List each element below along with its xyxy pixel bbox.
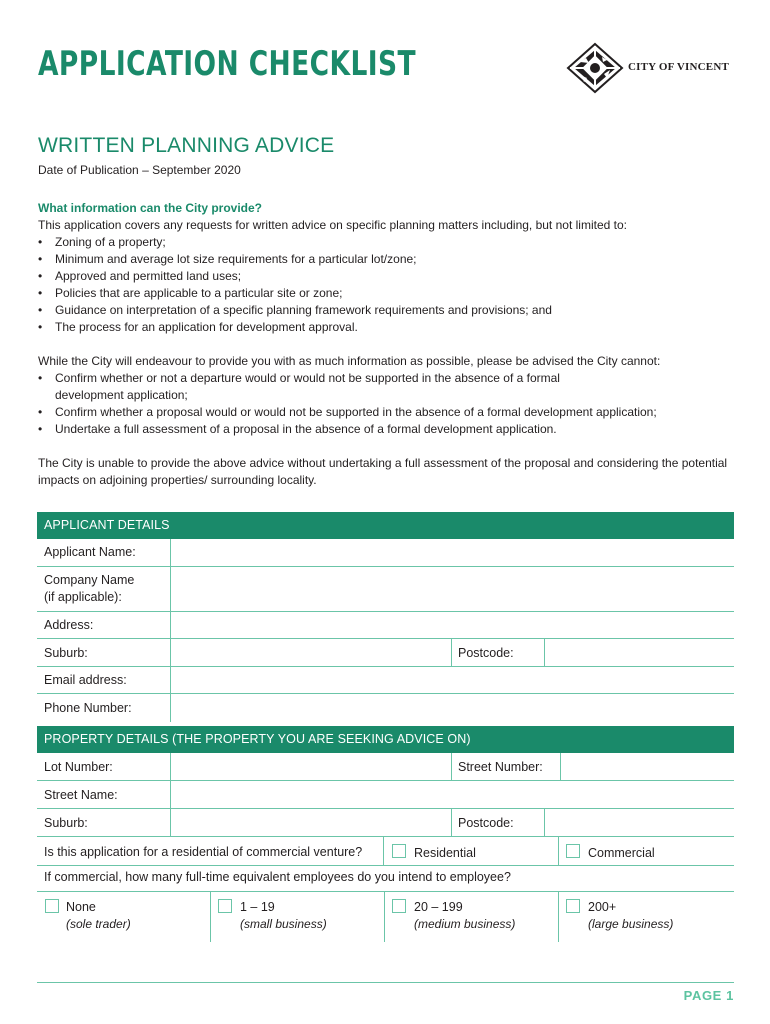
address-row (37, 612, 734, 639)
street-name-label: Street Name: (44, 788, 118, 802)
address-field[interactable] (171, 612, 734, 638)
suburb-row (37, 639, 734, 667)
can-provide-list (38, 234, 738, 336)
commercial-checkbox[interactable] (566, 844, 580, 858)
list-item: • Approved and permitted land uses; (38, 268, 738, 285)
postcode-label: Postcode: (458, 646, 514, 660)
street-number-label: Street Number: (458, 760, 543, 774)
applicant-name-row (37, 539, 734, 567)
property-suburb-field[interactable] (171, 809, 451, 836)
employees-1-19-note: (small business) (240, 917, 327, 931)
street-name-row (37, 781, 734, 809)
employees-20-199-note: (medium business) (414, 917, 516, 931)
venture-row (37, 837, 734, 866)
lot-row (37, 753, 734, 781)
cannot-provide-list-cont (38, 404, 738, 438)
employees-1-19-label: 1 – 19 (240, 900, 275, 914)
property-details-band: PROPERTY DETAILS (THE PROPERTY YOU ARE SEEKING ADVICE ON) (37, 726, 734, 753)
suburb-field[interactable] (171, 639, 451, 666)
postcode-field[interactable] (545, 639, 734, 666)
lot-number-field[interactable] (171, 753, 451, 780)
property-postcode-label: Postcode: (458, 816, 514, 830)
applicant-details-table (37, 512, 734, 722)
employees-question-row (37, 866, 734, 892)
property-details-table (37, 726, 734, 942)
address-label: Address: (44, 618, 94, 632)
email-label: Email address: (44, 673, 127, 687)
applicant-name-label: Applicant Name: (44, 545, 136, 559)
lead-paragraph: This application covers any requests for written advice on specific planning matters including, but not limited to: (38, 218, 627, 232)
phone-label: Phone Number: (44, 701, 132, 715)
company-name-note: (if applicable): (44, 590, 122, 604)
property-suburb-row (37, 809, 734, 837)
cannot-lead-paragraph: While the City will endeavour to provide you with as much information as possible, please be advised the City cannot: (38, 354, 661, 368)
footer-divider (37, 982, 734, 983)
phone-field[interactable] (171, 694, 734, 722)
employees-options-row (37, 892, 734, 942)
list-item: • Minimum and average lot size requirements for a particular lot/zone; (38, 251, 738, 268)
list-item: • Zoning of a property; (38, 234, 738, 251)
list-item: • Undertake a full assessment of a proposal in the absence of a formal development application. (38, 421, 738, 438)
company-name-field[interactable] (171, 567, 734, 611)
applicant-details-band: APPLICANT DETAILS (37, 512, 734, 539)
employees-none-checkbox[interactable] (45, 899, 59, 913)
property-postcode-field[interactable] (545, 809, 734, 836)
venture-question: Is this application for a residential of commercial venture? (44, 845, 363, 859)
residential-option-label: Residential (414, 846, 476, 860)
employees-20-199-label: 20 – 199 (414, 900, 463, 914)
email-field[interactable] (171, 667, 734, 693)
city-crest-icon (566, 42, 624, 94)
list-item: • Confirm whether a proposal would or would not be supported in the absence of a formal development application; (38, 404, 738, 421)
list-item: • Confirm whether or not a departure would or would not be supported in the absence of a formal development application; (38, 370, 628, 404)
employees-200-plus-checkbox[interactable] (566, 899, 580, 913)
document-title: APPLICATION CHECKLIST (38, 44, 416, 84)
phone-row (37, 694, 734, 722)
email-row (37, 667, 734, 694)
company-name-row (37, 567, 734, 612)
employees-1-19-checkbox[interactable] (218, 899, 232, 913)
city-logo (566, 42, 736, 94)
street-name-field[interactable] (171, 781, 734, 808)
commercial-option-label: Commercial (588, 846, 655, 860)
applicant-name-field[interactable] (171, 539, 734, 566)
employees-200-plus-note: (large business) (588, 917, 674, 931)
section-heading: WRITTEN PLANNING ADVICE (38, 134, 335, 157)
suburb-label: Suburb: (44, 646, 88, 660)
employees-20-199-checkbox[interactable] (392, 899, 406, 913)
list-item: • The process for an application for development approval. (38, 319, 738, 336)
page-number: PAGE 1 (683, 988, 734, 1003)
cannot-provide-list (38, 370, 598, 404)
employees-none-note: (sole trader) (66, 917, 131, 931)
list-item: • Policies that are applicable to a particular site or zone; (38, 285, 738, 302)
closing-paragraph: The City is unable to provide the above advice without undertaking a full assessment of the proposal and considering the potential impacts on adjoining properties/ surrounding locality. (38, 456, 728, 487)
employees-200-plus-label: 200+ (588, 900, 617, 914)
street-number-field[interactable] (561, 753, 734, 780)
residential-checkbox[interactable] (392, 844, 406, 858)
employees-none-label: None (66, 900, 96, 914)
lot-number-label: Lot Number: (44, 760, 113, 774)
company-name-label: Company Name (44, 573, 135, 587)
employees-question: If commercial, how many full-time equivalent employees do you intend to employee? (44, 870, 511, 884)
list-item: • Guidance on interpretation of a specific planning framework requirements and provisions; and (38, 302, 738, 319)
property-suburb-label: Suburb: (44, 816, 88, 830)
publication-date: Date of Publication – September 2020 (38, 163, 241, 177)
intro-body (38, 200, 738, 489)
question-heading: What information can the City provide? (38, 201, 263, 215)
org-name: CITY OF VINCENT (628, 61, 729, 73)
